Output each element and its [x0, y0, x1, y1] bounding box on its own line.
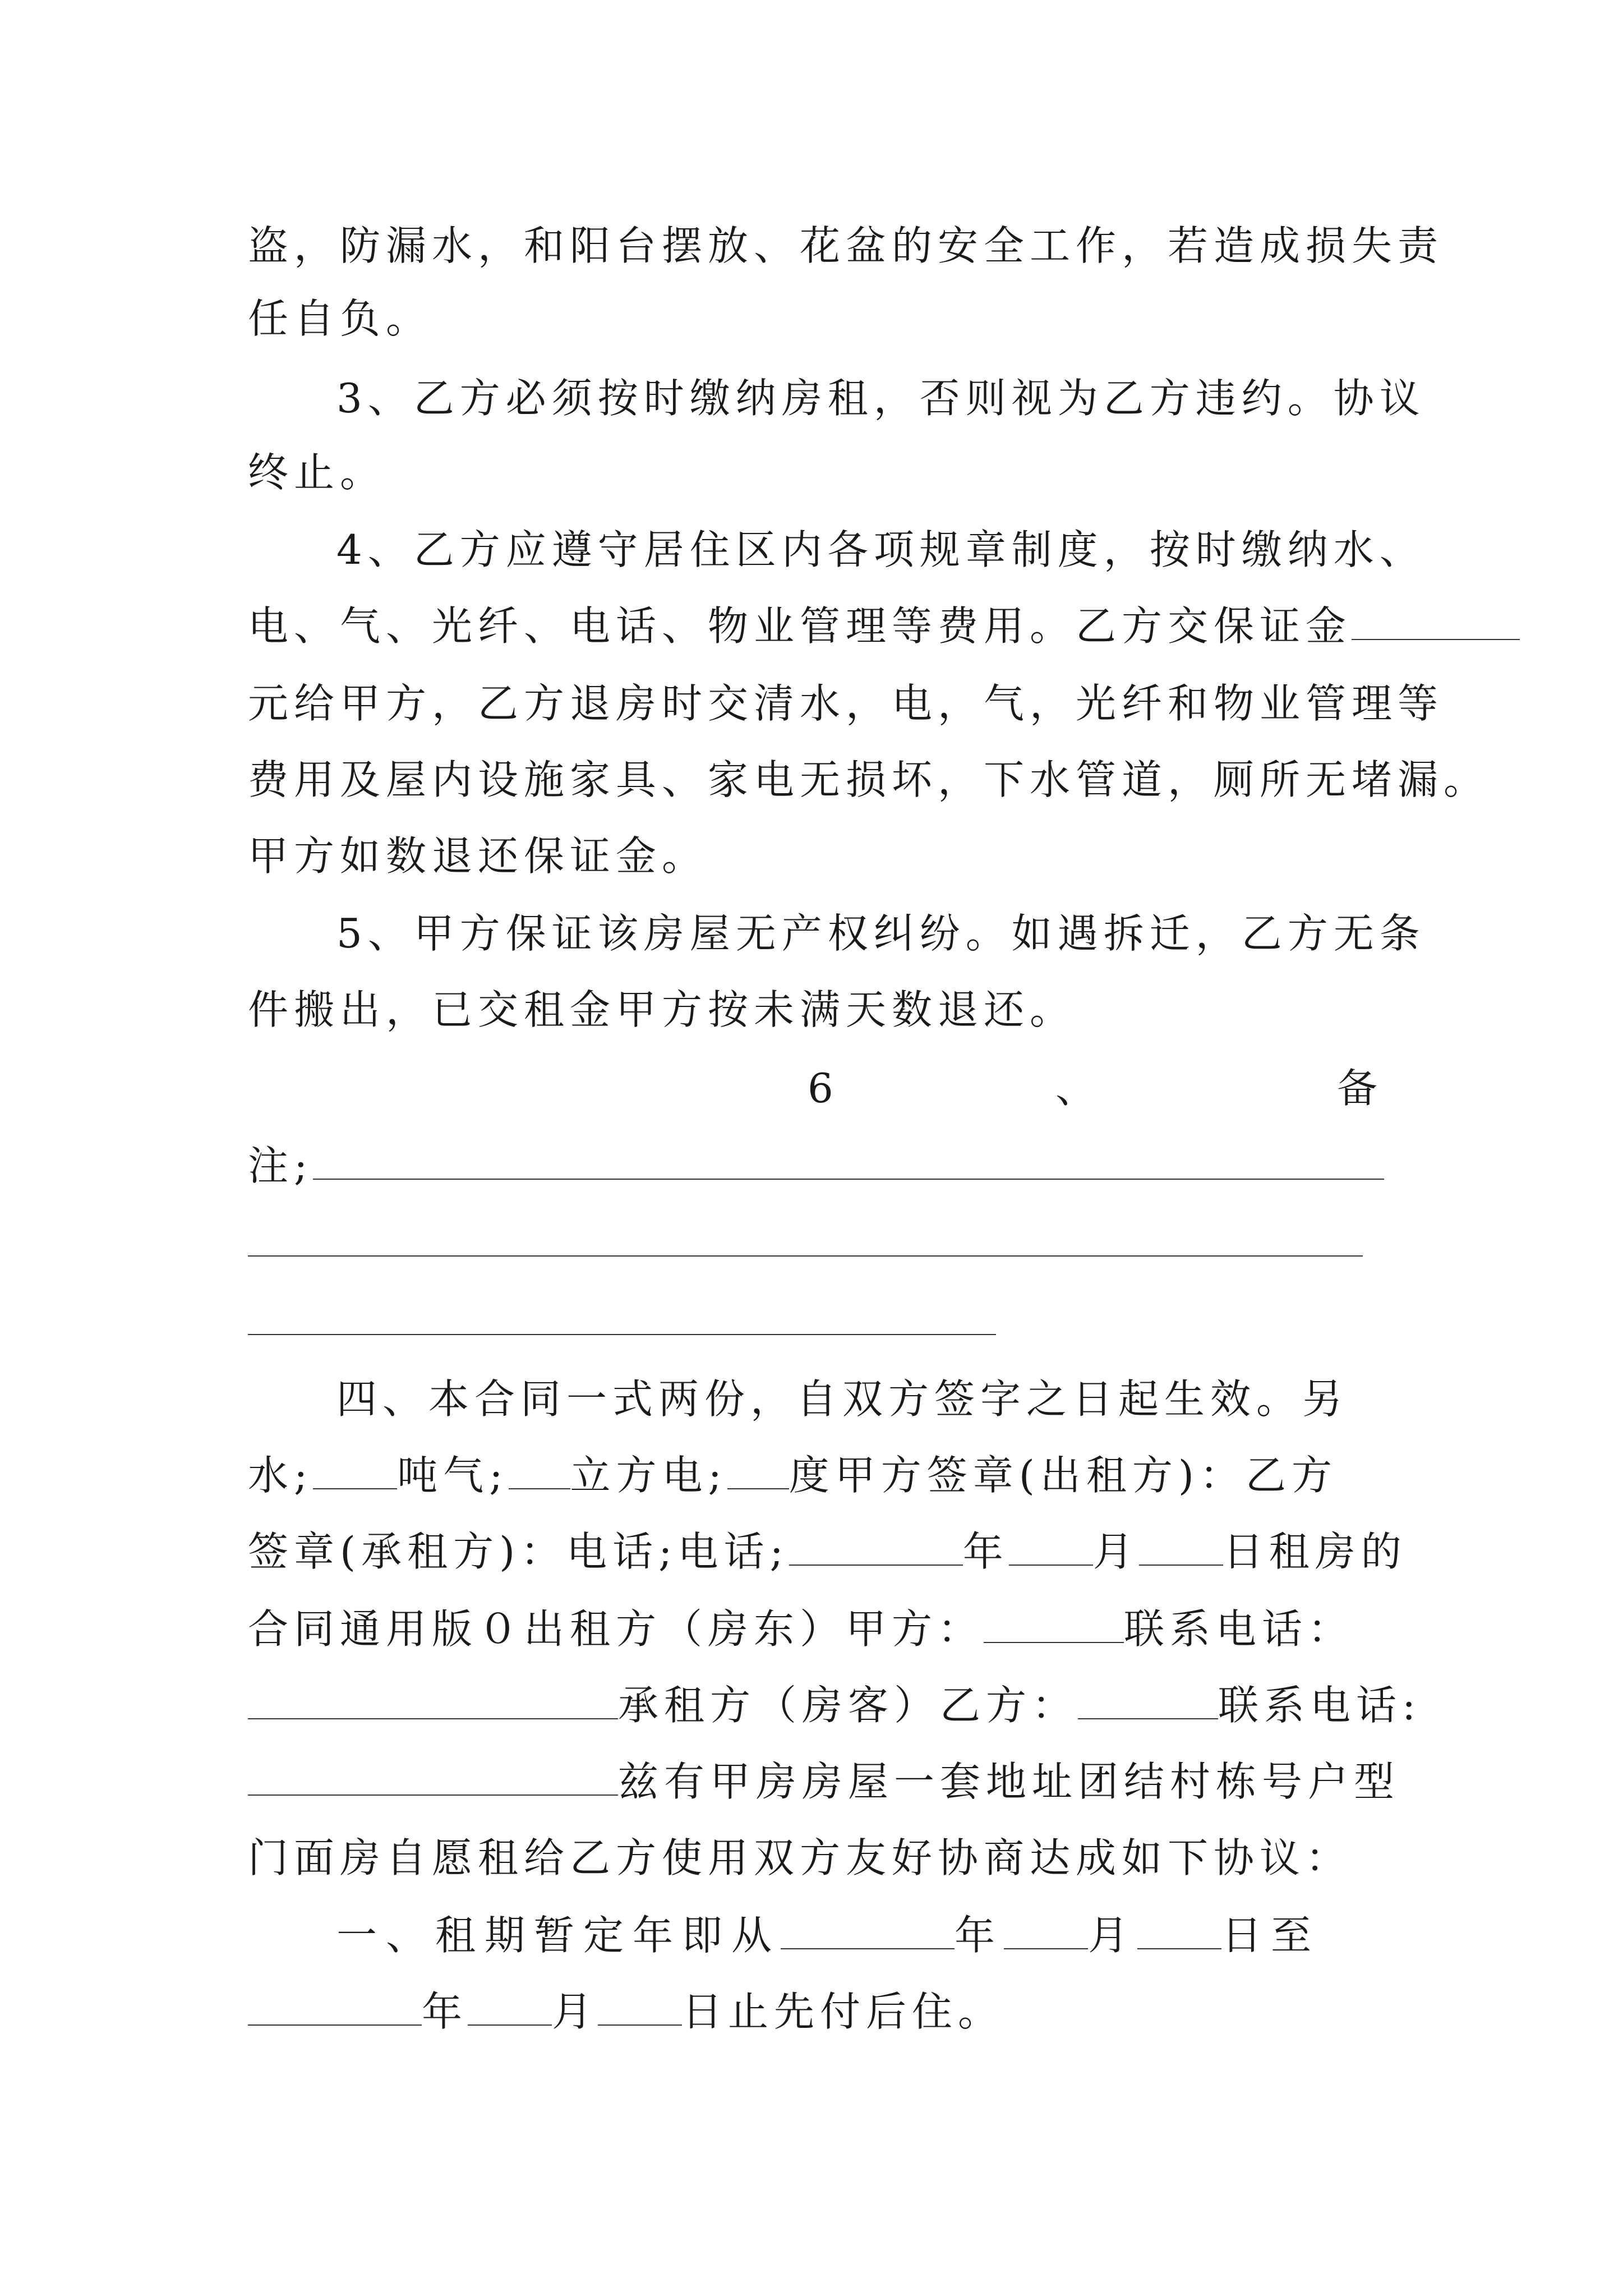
month-blank — [1009, 1525, 1093, 1566]
end-date-line: 年 月 日止先付后住。 — [248, 1984, 1383, 2040]
clause-6-heading: 6 、 备 — [808, 1065, 1383, 1112]
tenant-phone-blank — [1078, 1679, 1218, 1719]
remarks-line: 注; — [248, 1138, 1383, 1194]
property-line: 兹有甲房房屋一套地址团结村栋号户型 — [248, 1754, 1383, 1810]
clause-5: 5、甲方保证该房屋无产权纠纷。如遇拆迁，乙方无条 — [336, 910, 1426, 957]
text-line: 件搬出，已交租金甲方按未满天数退还。 — [248, 986, 1076, 1033]
start-year-blank — [781, 1909, 955, 1949]
signature-line: 签章(承租方)：电话;电话; 年 月 日租房的 — [248, 1524, 1383, 1580]
clause-3: 3、乙方必须按时缴纳房租，否则视为乙方违约。协议 — [336, 375, 1426, 422]
day-blank — [1139, 1525, 1223, 1566]
text-line: 元给甲方，乙方退房时交清水，电，气，光纤和物业管理等 — [248, 680, 1444, 727]
water-blank — [313, 1449, 397, 1489]
gas-blank — [509, 1449, 570, 1489]
section-4: 四、本合同一式两份，自双方签字之日起生效。另 — [336, 1375, 1349, 1423]
clause-4: 4、乙方应遵守居住区内各项规章制度，按时缴纳水、 — [336, 526, 1426, 573]
end-month-blank — [468, 1985, 552, 2026]
end-day-blank — [598, 1985, 682, 2026]
text-line: 费用及屋内设施家具、家电无损坏，下水管道，厕所无堵漏。 — [248, 756, 1490, 803]
text-line: 盗，防漏水，和阳台摆放、花盆的安全工作，若造成损失责 — [248, 222, 1444, 269]
text-line: 甲方如数退还保证金。 — [248, 832, 708, 880]
remarks-blank-line — [248, 1255, 1363, 1257]
year-blank — [789, 1525, 963, 1566]
text-line: 门面房自愿租给乙方使用双方友好协商达成如下协议： — [248, 1834, 1352, 1881]
deposit-amount-blank — [1352, 600, 1520, 640]
end-year-blank — [248, 1985, 422, 2026]
landlord-line: 合同通用版０出租方（房东）甲方： 联系电话： — [248, 1601, 1383, 1657]
remarks-blank — [313, 1139, 1384, 1180]
meter-readings-line: 水; 吨气; 立方电; 度甲方签章(出租方)：乙方 — [248, 1447, 1383, 1503]
section-1: 一、租期暂定年即从 年 月 日至 — [336, 1907, 1383, 1963]
electricity-blank — [727, 1449, 789, 1489]
text-line: 终止。 — [248, 449, 386, 496]
remarks-blank-line — [248, 1334, 996, 1335]
property-blank — [248, 1755, 618, 1796]
tenant-line: 承租方（房客）乙方： 联系电话: — [248, 1677, 1383, 1733]
tenant-name-blank — [248, 1679, 618, 1719]
text-line: 电、气、光纤、电话、物业管理等费用。乙方交保证金 — [248, 598, 1383, 654]
landlord-phone-blank — [984, 1603, 1124, 1643]
text-line: 任自负。 — [248, 295, 432, 342]
start-month-blank — [1004, 1909, 1088, 1949]
start-day-blank — [1137, 1909, 1221, 1949]
